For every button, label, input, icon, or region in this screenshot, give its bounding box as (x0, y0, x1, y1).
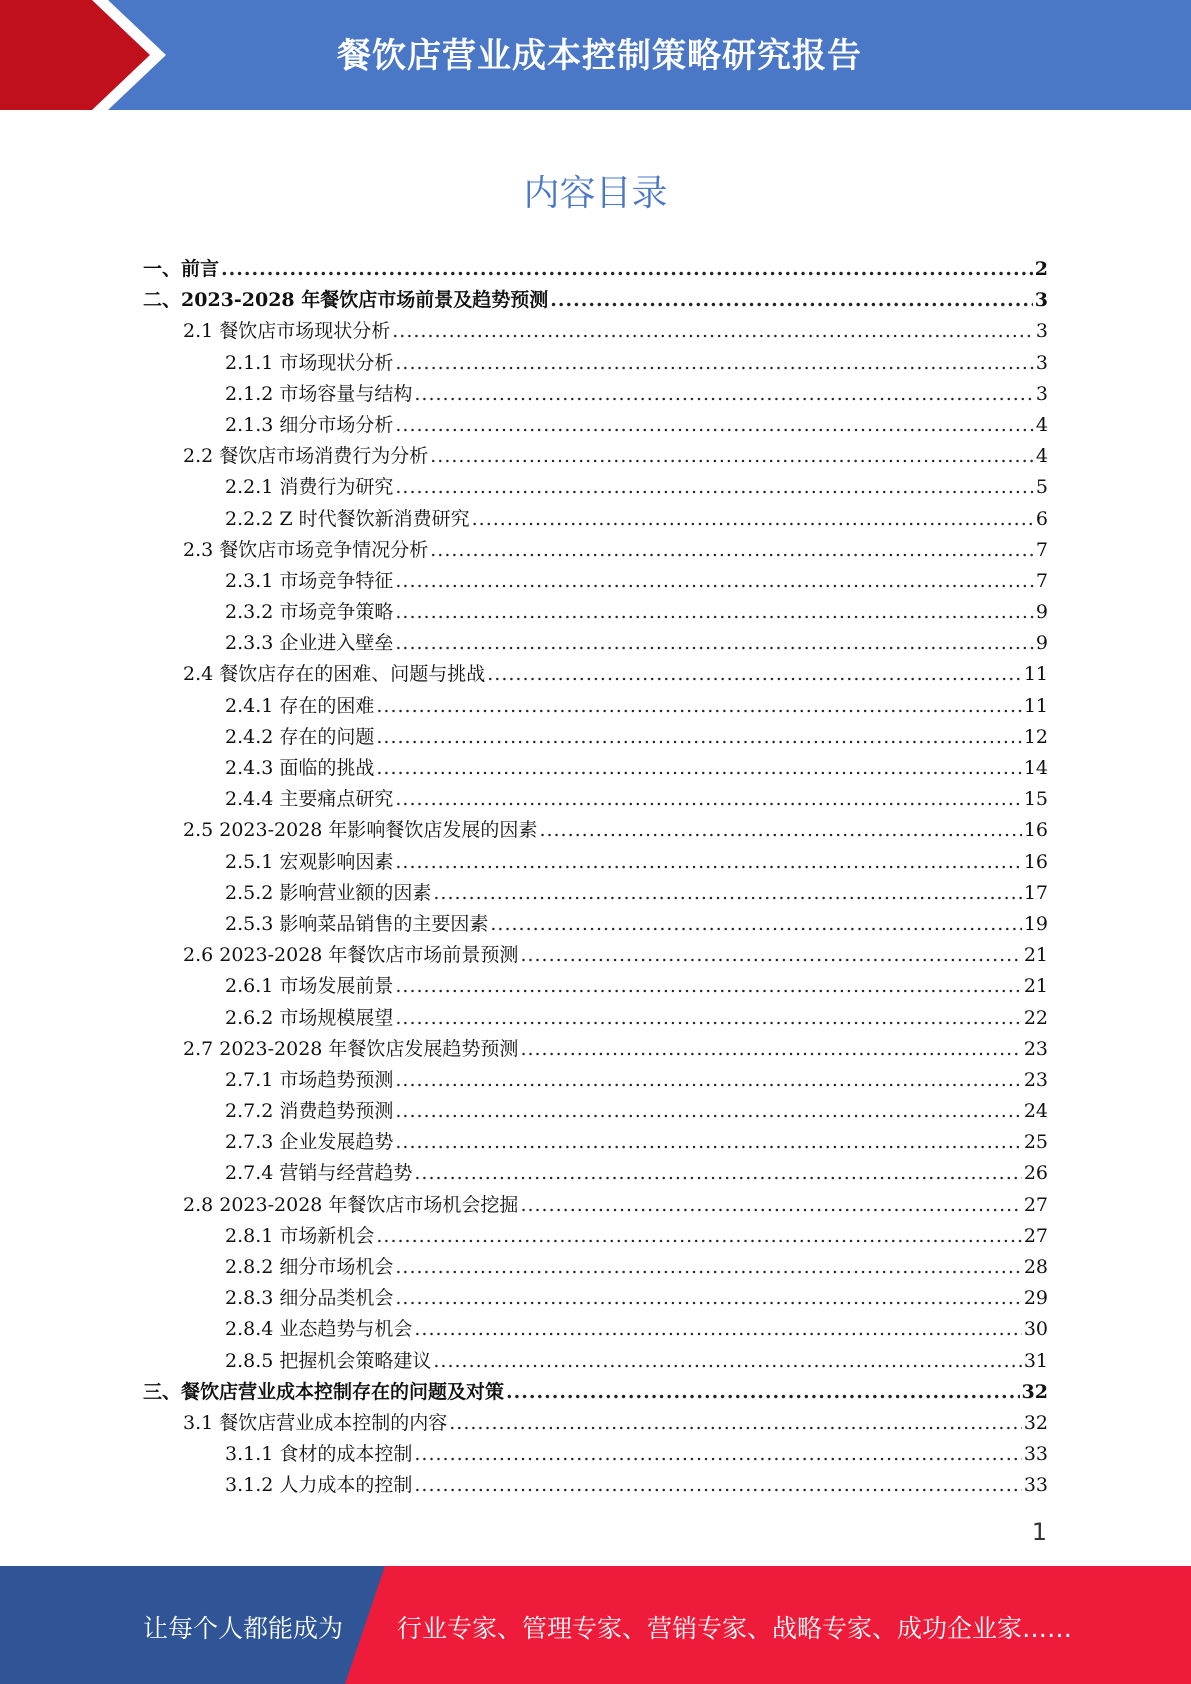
toc-dot-leader (472, 504, 1034, 535)
toc-entry-page: 11 (1023, 663, 1048, 686)
toc-entry-page: 21 (1023, 975, 1048, 998)
toc-entry[interactable] (143, 410, 1048, 441)
toc-dot-leader (376, 753, 1021, 784)
toc-entry-page: 26 (1023, 1162, 1048, 1185)
toc-dot-leader (392, 316, 1034, 347)
toc-entry[interactable] (143, 1003, 1048, 1034)
toc-entry[interactable] (143, 753, 1048, 784)
toc-entry-label: 2.6 2023-2028 年餐饮店市场前景预测 (183, 944, 519, 967)
toc-entry-page: 29 (1023, 1287, 1048, 1310)
toc-entry-label: 2.6.2 市场规模展望 (225, 1006, 394, 1029)
toc-entry[interactable] (143, 940, 1048, 971)
toc-dot-leader (395, 1127, 1021, 1158)
toc-entry-label: 2.3.2 市场竞争策略 (225, 601, 394, 624)
toc-entry[interactable] (143, 1252, 1048, 1283)
toc-entry-page: 11 (1023, 694, 1048, 717)
toc-entry-page: 4 (1035, 413, 1048, 436)
toc-entry-page: 33 (1023, 1443, 1048, 1466)
toc-entry-label: 一、前言 (143, 258, 220, 280)
toc-dot-leader (376, 722, 1021, 753)
toc-dot-leader (395, 971, 1021, 1002)
report-title: 餐饮店营业成本控制策略研究报告 (337, 36, 862, 76)
toc-entry-label: 2.1.3 细分市场分析 (225, 413, 394, 436)
toc-entry[interactable] (143, 254, 1048, 285)
toc-entry[interactable] (143, 722, 1048, 753)
toc-dot-leader (506, 1377, 1020, 1408)
toc-entry-page: 7 (1035, 538, 1048, 561)
toc-dot-leader (376, 691, 1021, 722)
toc-entry-label: 二、2023-2028 年餐饮店市场前景及趋势预测 (143, 289, 549, 312)
toc-entry-label: 3.1 餐饮店营业成本控制的内容 (183, 1411, 448, 1434)
toc-dot-leader (395, 1096, 1021, 1127)
toc-dot-leader (520, 940, 1021, 971)
toc-entry-label: 2.5.3 影响菜品销售的主要因素 (225, 912, 489, 935)
toc-entry-label: 2.2.1 消费行为研究 (225, 476, 394, 499)
toc-entry-page: 28 (1023, 1256, 1048, 1278)
toc-entry-label: 2.3 餐饮店市场竞争情况分析 (183, 538, 429, 561)
toc-entry-page: 4 (1035, 445, 1048, 468)
toc-entry[interactable] (143, 504, 1048, 535)
toc-dot-leader (490, 909, 1021, 940)
toc-entry-page: 3 (1034, 289, 1048, 312)
toc-entry-page: 24 (1023, 1100, 1048, 1123)
toc-dot-leader (395, 566, 1034, 597)
toc-entry[interactable] (143, 1221, 1048, 1252)
toc-dot-leader (395, 1065, 1021, 1096)
toc-entry-label: 2.5.1 宏观影响因素 (225, 850, 394, 873)
toc-entry-label: 2.5 2023-2028 年影响餐饮店发展的因素 (183, 819, 538, 842)
toc-entry-label: 2.4.2 存在的问题 (225, 725, 375, 748)
toc-entry[interactable] (143, 847, 1048, 878)
toc-entry-label: 2.3.1 市场竞争特征 (225, 569, 394, 592)
toc-entry[interactable] (143, 285, 1048, 316)
toc-entry-label: 2.4 餐饮店存在的困难、问题与挑战 (183, 663, 486, 686)
toc-entry-label: 2.8 2023-2028 年餐饮店市场机会挖掘 (183, 1193, 519, 1216)
toc-entry-page: 25 (1023, 1131, 1048, 1154)
toc-entry-page: 16 (1023, 819, 1048, 842)
toc-dot-leader (550, 285, 1033, 316)
toc-entry-label: 2.8.4 业态趋势与机会 (225, 1318, 413, 1341)
toc-entry[interactable] (143, 971, 1048, 1002)
toc-title: 内容目录 (523, 173, 668, 214)
toc-entry-page: 21 (1023, 944, 1048, 967)
toc-entry[interactable] (143, 909, 1048, 940)
toc-entry-label: 2.2 餐饮店市场消费行为分析 (183, 445, 429, 468)
toc-dot-leader (395, 847, 1021, 878)
toc-entry[interactable] (143, 441, 1048, 472)
toc-entry-page: 3 (1035, 382, 1048, 405)
toc-dot-leader (430, 441, 1034, 472)
toc-entry-page: 30 (1023, 1318, 1048, 1341)
toc-entry[interactable] (143, 1408, 1048, 1439)
toc-entry-page: 32 (1023, 1411, 1048, 1434)
toc-entry[interactable] (143, 379, 1048, 410)
toc-entry[interactable] (143, 566, 1048, 597)
toc-entry[interactable] (143, 1065, 1048, 1096)
table-of-contents (143, 254, 1048, 1502)
toc-entry[interactable] (143, 1127, 1048, 1158)
toc-entry-label: 3.1.1 食材的成本控制 (225, 1443, 413, 1466)
toc-entry-page: 17 (1023, 881, 1048, 904)
toc-dot-leader (414, 1439, 1021, 1470)
toc-entry[interactable] (143, 628, 1048, 659)
footer-slogan-left: 让每个人都能成为 (143, 1614, 344, 1643)
toc-dot-leader (414, 379, 1034, 410)
toc-dot-leader (395, 1003, 1021, 1034)
toc-entry-label: 2.8.2 细分市场机会 (225, 1256, 394, 1278)
toc-dot-leader (395, 1252, 1021, 1283)
toc-dot-leader (395, 597, 1034, 628)
toc-entry-label: 2.7.4 营销与经营趋势 (225, 1162, 413, 1185)
toc-entry[interactable] (143, 1283, 1048, 1314)
toc-entry-page: 31 (1023, 1349, 1048, 1372)
toc-dot-leader (395, 1283, 1021, 1314)
toc-entry[interactable] (143, 1377, 1048, 1408)
toc-entry[interactable] (143, 1314, 1048, 1345)
toc-entry[interactable] (143, 1190, 1048, 1221)
toc-entry[interactable] (143, 1346, 1048, 1377)
toc-dot-leader (520, 1034, 1021, 1065)
toc-entry-page: 22 (1023, 1006, 1048, 1029)
toc-entry-page: 27 (1023, 1224, 1048, 1247)
toc-entry-label: 2.6.1 市场发展前景 (225, 975, 394, 998)
toc-entry-page: 32 (1021, 1380, 1048, 1403)
toc-entry-page: 3 (1035, 320, 1048, 343)
toc-entry[interactable] (143, 1158, 1048, 1189)
toc-entry[interactable] (143, 659, 1048, 690)
toc-entry-label: 3.1.2 人力成本的控制 (225, 1474, 413, 1497)
toc-entry-label: 2.1 餐饮店市场现状分析 (183, 320, 391, 343)
toc-entry-label: 2.8.3 细分品类机会 (225, 1287, 394, 1310)
toc-dot-leader (539, 815, 1021, 846)
toc-entry-label: 2.7.2 消费趋势预测 (225, 1100, 394, 1123)
toc-entry-page: 9 (1035, 601, 1048, 624)
toc-dot-leader (395, 472, 1034, 503)
toc-dot-leader (449, 1408, 1022, 1439)
toc-entry[interactable] (143, 348, 1048, 379)
toc-entry-label: 2.3.3 企业进入壁垒 (225, 632, 394, 655)
toc-entry-label: 2.5.2 影响营业额的因素 (225, 881, 432, 904)
toc-dot-leader (433, 878, 1021, 909)
toc-entry-label: 2.2.2 Z 时代餐饮新消费研究 (225, 507, 470, 530)
toc-entry[interactable] (143, 1439, 1048, 1470)
toc-entry-page: 7 (1035, 569, 1048, 592)
toc-dot-leader (433, 1346, 1021, 1377)
toc-entry-label: 2.7.3 企业发展趋势 (225, 1131, 394, 1154)
toc-dot-leader (395, 784, 1021, 815)
toc-entry-label: 2.7.1 市场趋势预测 (225, 1068, 394, 1091)
toc-entry-page: 23 (1023, 1068, 1048, 1091)
toc-entry[interactable] (143, 472, 1048, 503)
toc-entry[interactable] (143, 691, 1048, 722)
toc-entry-page: 33 (1023, 1474, 1048, 1497)
toc-dot-leader (395, 628, 1034, 659)
toc-entry[interactable] (143, 878, 1048, 909)
toc-entry[interactable] (143, 1034, 1048, 1065)
toc-entry-label: 2.8.5 把握机会策略建议 (225, 1349, 432, 1372)
toc-dot-leader (414, 1314, 1021, 1345)
toc-entry[interactable] (143, 1096, 1048, 1127)
toc-entry[interactable] (143, 784, 1048, 815)
toc-entry-page: 12 (1023, 725, 1048, 748)
toc-entry-page: 19 (1023, 912, 1048, 935)
toc-dot-leader (414, 1158, 1021, 1189)
toc-entry-page: 6 (1035, 507, 1048, 530)
toc-entry[interactable] (143, 597, 1048, 628)
footer-banner (0, 1566, 1191, 1684)
footer-slogan-right: 行业专家、管理专家、营销专家、战略专家、成功企业家…… (397, 1614, 1073, 1643)
toc-entry-page: 23 (1023, 1037, 1048, 1060)
header-banner (0, 0, 1191, 110)
toc-entry-page: 3 (1035, 351, 1048, 374)
page-number: 1 (1031, 1518, 1047, 1546)
toc-entry-label: 2.1.2 市场容量与结构 (225, 382, 413, 405)
toc-dot-leader (487, 659, 1022, 690)
toc-entry-page: 2 (1034, 258, 1048, 280)
toc-entry-label: 2.1.1 市场现状分析 (225, 351, 394, 374)
toc-entry[interactable] (143, 316, 1048, 347)
toc-entry-label: 2.7 2023-2028 年餐饮店发展趋势预测 (183, 1037, 519, 1060)
toc-entry[interactable] (143, 1470, 1048, 1501)
toc-dot-leader (376, 1221, 1021, 1252)
toc-dot-leader (414, 1470, 1021, 1501)
toc-entry[interactable] (143, 535, 1048, 566)
toc-entry-page: 9 (1035, 632, 1048, 655)
toc-entry-label: 三、餐饮店营业成本控制存在的问题及对策 (143, 1380, 505, 1403)
toc-entry-label: 2.4.3 面临的挑战 (225, 757, 375, 779)
toc-entry-label: 2.4.4 主要痛点研究 (225, 788, 394, 811)
toc-entry-page: 15 (1023, 788, 1048, 811)
toc-dot-leader (520, 1190, 1021, 1221)
toc-dot-leader (395, 348, 1034, 379)
toc-entry-page: 5 (1035, 476, 1048, 499)
toc-dot-leader (395, 410, 1034, 441)
toc-entry-page: 16 (1023, 850, 1048, 873)
toc-dot-leader (221, 254, 1033, 285)
toc-entry-label: 2.8.1 市场新机会 (225, 1224, 375, 1247)
toc-dot-leader (430, 535, 1034, 566)
toc-entry-label: 2.4.1 存在的困难 (225, 694, 375, 717)
toc-entry-page: 14 (1023, 757, 1048, 779)
toc-entry-page: 27 (1023, 1193, 1048, 1216)
toc-entry[interactable] (143, 815, 1048, 846)
